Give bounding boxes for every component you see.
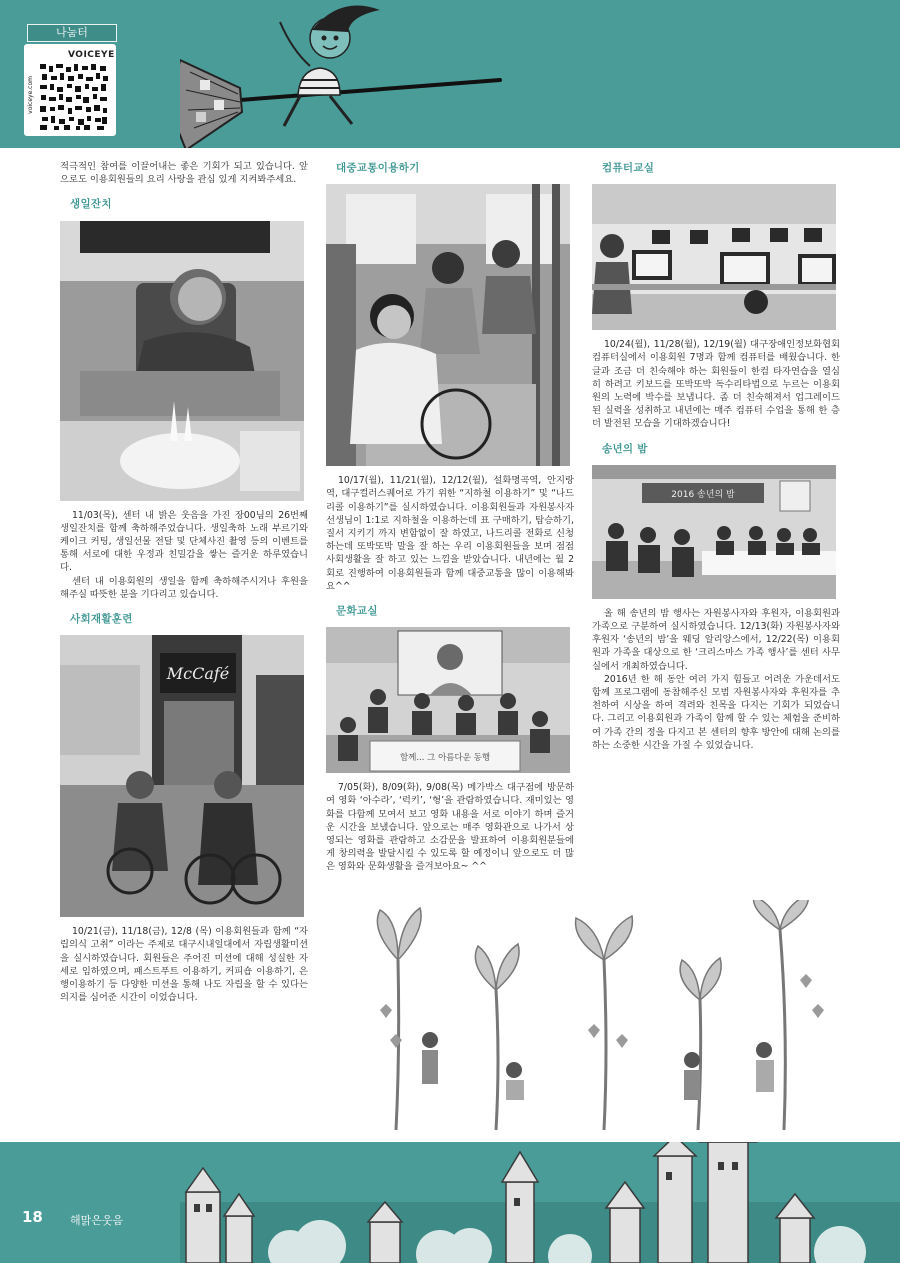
magazine-title: 해맑은웃음	[70, 1214, 124, 1227]
footer-band	[0, 1142, 900, 1263]
computer-class-photo	[592, 184, 836, 330]
culture-heading: 문화교실	[336, 605, 378, 618]
birthday-heading: 생일잔치	[70, 198, 112, 211]
computer-heading: 컴퓨터교실	[602, 162, 655, 174]
qr-side-label: voiceye.com	[27, 76, 34, 114]
column-middle	[326, 160, 574, 874]
page-number: 18	[22, 1208, 43, 1226]
fairytale-town-illustration	[180, 1142, 900, 1263]
computer-paragraph: 10/24(월), 11/28(월), 12/19(월) 대구장애인정보화협회 컴퓨터실에서 이용회원 7명과 함께 컴퓨터를 배웠습니다. 한글과 조금 더 친숙해야 하는 회원들이 한컴 타자연습을 열심히 하려고 키보드를 또박또박 독수리타법으로 누르는 이용회원의 노력에 박수를 보냅니다. 좀 더 친숙해져서 업그레이드 된 실력을 성취하고 내년에는 매주 컴퓨터 수업을 통해 한 층 더 발전된 모습을 기대하겠습니다!	[592, 339, 840, 430]
birthday-paragraph-1: 11/03(목), 센터 내 밝은 웃음을 가진 장00님의 26번째 생일잔치를 함께 축하해주었습니다. 생일축하 노래 부르기와 케이크 커팅, 생일선물 전달 및 단체사진 촬영 등의 이벤트를 통해 서로에 대한 우정과 친밀감을 쌓는 즐거운 하루였습니다.	[60, 509, 308, 574]
qr-code-icon	[38, 62, 110, 132]
cinema-banner-text: 함께... 그 아름다운 동행	[399, 753, 491, 764]
birthday-photo	[60, 221, 304, 501]
transit-heading: 대중교통이용하기	[336, 162, 420, 174]
yearend-party-photo	[592, 465, 836, 599]
cinema-photo	[326, 627, 570, 773]
header-band	[0, 0, 900, 148]
witch-on-broom-illustration	[180, 0, 510, 148]
subway-photo	[326, 184, 570, 466]
cooking-closing-paragraph: 적극적인 참여를 이끌어내는 좋은 기회가 되고 있습니다. 앞으로도 이용회원들의 요리 사랑을 관심 있게 지켜봐주세요.	[60, 161, 308, 186]
qr-brand-label: VOICEYE	[68, 50, 115, 60]
voiceye-qr-card[interactable]	[24, 44, 116, 136]
flowers-and-children-illustration	[360, 900, 840, 1140]
birthday-paragraph-2: 센터 내 이용회원의 생일을 함께 축하해주시거나 후원을 해주실 따뜻한 분을 기다리고 있습니다.	[60, 575, 308, 600]
transit-paragraph: 10/17(월), 11/21(월), 12/12(월), 설화명곡역, 안지랑역, 대구컬러스퀘어로 가기 위한 “지하철 이용하기” 및 “나드리콜 이용하기”를 실시하였습니다. 이용회원들과 자원봉사자 선생님이 1:1로 지하철을 이용하는데 표 구매하기, 탑승하기, 질서 지키기 까지 변함없이 잘 하였고, 나드리콜 전화로 신청하는데 또박또박 말을 잘 하는 우리 이용회원들을 보며 점점 사회생활을 잘 하고 있는 느낌을 받았습니다. 내년에는 월 2회로 진행하여 이용회원들과 함께 대중교통을 많이 이용해봐요^^	[326, 475, 574, 592]
rehab-heading: 사회재활훈련	[70, 613, 133, 626]
column-right	[592, 160, 840, 752]
culture-paragraph: 7/05(화), 8/09(화), 9/08(목) 메가박스 대구점에 방문하여 영화 ‘아수라’, ‘럭키’, ‘형’을 관람하였습니다. 재미있는 영화를 다함께 모여서 보고 영화 내용을 서로 이야기 하며 즐거운 시간을 보냈습니다. 앞으로는 매주 영화관으로 나가서 상영되는 영화를 관람하고 소감문을 발표하여 이용회원분들에게 창의력을 발달시킬 수 있도록 할 예정이니 앞으로도 더 많은 영화와 문화생활을 즐겨보아요~ ^^	[326, 782, 574, 873]
mccafe-sign: McCafé	[166, 664, 230, 684]
rehab-photo	[60, 635, 304, 917]
rehab-paragraph: 10/21(금), 11/18(금), 12/8 (목) 이용회원들과 함께 “자립의식 고취” 이라는 주제로 대구시내일대에서 자립생활미션 을 실시하였습니다. 회원들은 주어진 미션에 대해 성실한 자세로 임하였으며, 패스트푸트 이용하기, 커피숍 이용하기, 은행이용하기 등 다양한 미션을 통해 나도 자립을 할 수 있다는 의지를 심어준 시간이 이었습니다.	[60, 926, 308, 1004]
section-label: 나눔터	[27, 24, 117, 42]
yearend-banner-text: 2016 송년의 밤	[671, 489, 735, 500]
yearend-heading: 송년의 밤	[602, 442, 648, 455]
yearend-paragraph-2: 2016년 한 해 동안 여러 가지 힘들고 어려운 가운데서도 함께 프로그램에 동참해주신 모범 자원봉사자와 후원자를 추천하여 시상을 하여 격려와 친목을 다지는 기회가 되었습니다. 그리고 이용회원과 가족이 함께 할 수 있는 체험을 준비하여 가족 간의 정을 다지고 본 센터의 향후 방안에 대해 논의를 하는 소중한 시간을 가질 수 있었습니다.	[592, 673, 840, 751]
column-left	[60, 160, 308, 1004]
yearend-paragraph-1: 올 해 송년의 밤 행사는 자원봉사자와 후원자, 이용회원과 가족으로 구분하여 실시하였습니다. 12/13(화) 자원봉사자와 후원자 ‘송년의 밤’을 웨딩 알리앙스에서, 12/22(목) 이용회원과 가족을 대상으로 한 ‘크리스마스 가족 행사’를 센터 사무실에서 개최하였습니다.	[592, 607, 840, 672]
